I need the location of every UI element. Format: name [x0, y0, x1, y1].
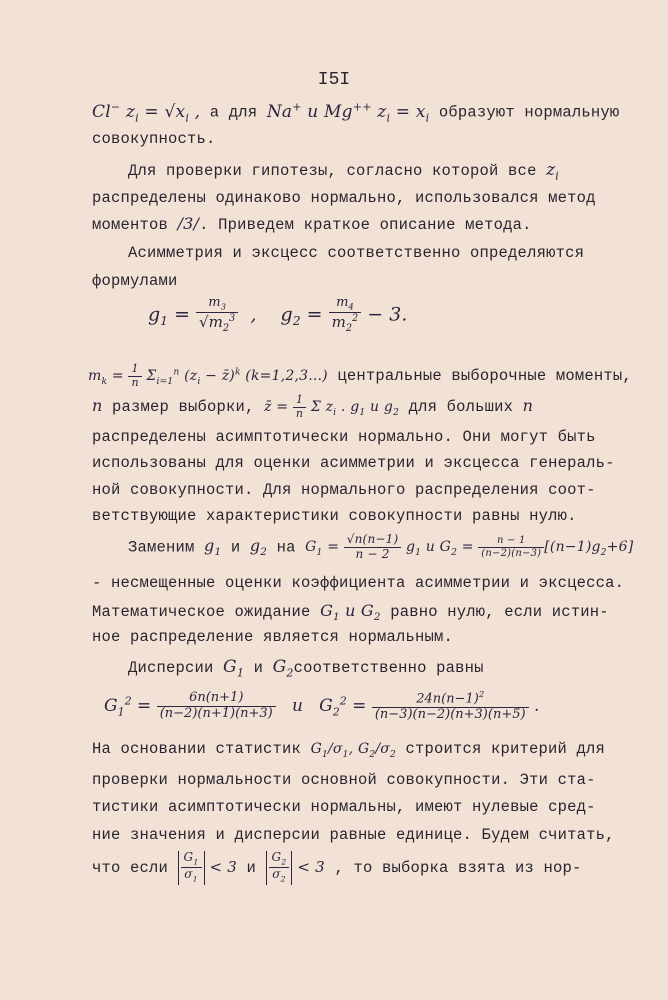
text-l21b: строится критерий для — [405, 740, 606, 758]
text-l10a: размер выборки, — [112, 398, 255, 417]
formula-na-mg: Na+ и Mg++ $z_i = x_i$ — [266, 100, 430, 125]
line-18: ное распределение является нормальным. — [92, 628, 454, 646]
page-number: I5I — [317, 70, 351, 90]
line-1 — [92, 100, 619, 124]
text-l25c: , то выборка взята из нор- — [334, 858, 582, 877]
line-7: формулами — [92, 272, 178, 290]
formula-dispersions: $G_1^2$ = $\frac{6n(n+1)}{(n-2)(n+1)(n+3)}$ и $G_2^2$ = $\frac{24n(n-1)^2}{(n-3)(n-2)(n+3)(n+5)}$ . — [104, 689, 540, 723]
formula-g2-sym: $g_2$ — [249, 536, 268, 559]
text-l25b: и — [246, 858, 256, 877]
text-l15b: и — [230, 538, 241, 557]
line-25 — [92, 851, 581, 885]
line-5 — [92, 214, 532, 234]
reference-3: /3/ — [177, 214, 200, 233]
text-l5a: моментов — [92, 216, 169, 234]
line-2: совокупность. — [92, 130, 216, 148]
text-l19b: и — [253, 659, 264, 677]
line-12: использованы для оценки асимметрии и эксцесса генераль- — [92, 454, 615, 472]
text-l25a: что если — [92, 858, 169, 877]
formula-G1-G2: $G_1$ = $\frac{√n(n-1)}{n - 2}$ $g_1$ и $G_2$ = $\frac{n - 1}{(n-2)(n-3)}$ $[(n-1)g_2+6]$ — [305, 532, 634, 561]
formula-G1-and-G2: $G_1$ и $G_2$ — [320, 601, 381, 624]
line-21 — [92, 740, 605, 760]
formula-criterion-1: $\frac{G_1}{\sigma_1}$ < 3 — [178, 858, 237, 876]
line-3 — [128, 160, 559, 182]
formula-statistics: $G_1/\sigma_1$, $G_2/\sigma_2$ — [310, 741, 397, 760]
formula-g1-sym: $g_1$ — [204, 536, 222, 559]
text-l17b: равно нулю, если истин- — [390, 603, 609, 621]
line-9 — [88, 363, 632, 389]
formula-n2: n — [522, 396, 534, 416]
text-l3: Для проверки гипотезы, согласно которой все — [128, 162, 537, 180]
formula-zi: $z_i$ — [546, 160, 559, 183]
line-14: ветствующие характеристики совокупности равны нулю. — [92, 507, 577, 525]
line-23: тистики асимптотически нормальны, имеют нулевые сред- — [92, 798, 596, 816]
text-l10b: для больших — [408, 398, 514, 417]
text-l5b: . Приведем краткое описание метода. — [199, 216, 532, 234]
line-17 — [92, 601, 609, 623]
line-13: ной совокупности. Для нормального распределения соот- — [92, 481, 596, 499]
text-l17a: Математическое ожидание — [92, 603, 311, 621]
line-24: ние значения и дисперсии равные единице. Будем считать, — [92, 826, 615, 844]
text-l1: а для — [209, 103, 258, 122]
text-l19a: Дисперсии — [128, 659, 214, 677]
text-l21a: На основании статистик — [92, 740, 302, 758]
formula-G1-sym: $G_1$ — [223, 657, 245, 680]
line-22: проверки нормальности основной совокупности. Эти ста- — [92, 771, 596, 789]
formula-n: n — [92, 396, 103, 416]
text-l15c: на — [276, 538, 296, 557]
line-15 — [128, 533, 633, 562]
line-11: распределены асимптотически нормально. Они могут быть — [92, 428, 596, 446]
line-6: Асимметрия и эксцесс соответственно определяются — [128, 244, 585, 262]
line-4: распределены одинаково нормально, использовался метод — [92, 189, 596, 207]
formula-G2-sym: $G_2$ — [272, 657, 294, 680]
line-19 — [128, 657, 484, 679]
text-l1-tail: образуют нормальную — [438, 103, 620, 122]
text-l19c: соответственно равны — [293, 659, 484, 677]
formula-mk: $m_k$ = $\frac{1}{n}$ $\Sigma_{i=1}^n$ ($z_i$ − z̄)$^k$ (k=1,2,3...) — [88, 362, 328, 389]
formula-criterion-2: $\frac{G_2}{\sigma_2}$ < 3 — [266, 858, 325, 876]
text-l9: центральные выборочные моменты, — [337, 367, 632, 386]
line-10 — [92, 394, 533, 420]
text-l15a: Заменим — [128, 538, 195, 557]
formula-cl-z: Cl− $z_i = √x_i$ , — [92, 100, 201, 125]
formula-g1-g2: $g_1$ = $\frac{m_3}{√m_2^3}$ , $g_2$ = $\frac{m_4}{m_2^2}$ − 3. — [148, 295, 408, 335]
line-16: - несмещенные оценки коэффициента асимметрии и эксцесса. — [92, 574, 625, 592]
formula-zbar: z̄ = $\frac{1}{n}$ Σ $z_i$ . $g_1$ и $g_2$ — [264, 393, 400, 420]
